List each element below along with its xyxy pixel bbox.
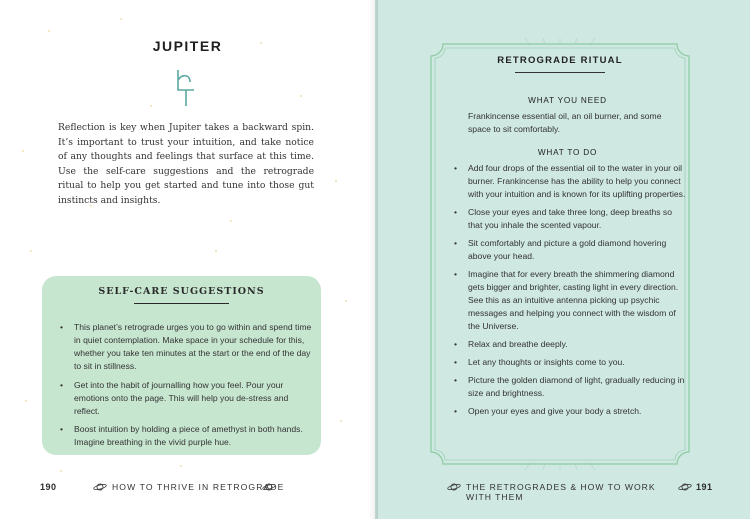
list-item <box>452 338 688 351</box>
list-item-text: Open your eyes and give your body a stretch. <box>468 406 642 416</box>
list-item-text: Close your eyes and take three long, deep breaths so that you inhale the scented vapour. <box>468 207 672 230</box>
bullet: • <box>454 357 458 367</box>
list-item-text: Picture the golden diamond of light, gradually reducing in size and brightness. <box>468 375 685 398</box>
ringed-planet-icon <box>447 482 461 492</box>
list-item-text: Imagine that for every breath the shimmering diamond gets bigger and brighter, casting light in every direction. See this as an intuitive antenna picking up psychic messages and helping you connect with the wisdom of the Universe. <box>468 269 679 331</box>
bullet: • <box>60 322 64 332</box>
bullet: • <box>454 163 458 173</box>
bullet: • <box>454 406 458 416</box>
list-item <box>452 374 688 400</box>
ringed-planet-icon <box>678 482 692 492</box>
list-item-text: This planet’s retrograde urges you to go within and spend time in quiet contemplation. Make space in your schedule for this, whether you take ten minutes at the start or the end of the day to sit in stillness. <box>74 322 312 371</box>
list-item-text: Relax and breathe deeply. <box>468 339 568 349</box>
list-item <box>452 405 688 418</box>
list-item <box>452 162 688 201</box>
selfcare-heading-rule <box>134 303 229 304</box>
bullet: • <box>454 238 458 248</box>
jupiter-glyph-icon <box>160 64 220 108</box>
ringed-planet-icon <box>93 482 107 492</box>
what-to-do-heading: WHAT TO DO <box>537 148 598 157</box>
selfcare-heading: SELF-CARE SUGGESTIONS <box>98 286 265 297</box>
what-you-need-heading: WHAT YOU NEED <box>528 96 607 105</box>
bullet: • <box>454 339 458 349</box>
list-item-text: Sit comfortably and picture a gold diamond hovering above your head. <box>468 238 667 261</box>
list-item-text: Add four drops of the essential oil to the water in your oil burner. Frankincense has the ability to help you connect with your intuition and is known for its uplifting properties. <box>468 163 686 199</box>
bullet: • <box>454 207 458 217</box>
gutter-shadow <box>368 0 378 519</box>
list-item <box>452 237 688 263</box>
list-item <box>58 423 312 449</box>
list-item-text: Let any thoughts or insights come to you. <box>468 357 625 367</box>
list-item <box>452 206 688 232</box>
bullet: • <box>60 379 64 390</box>
list-item <box>452 356 688 369</box>
bullet: • <box>60 424 64 434</box>
selfcare-list <box>58 321 312 455</box>
list-item <box>58 321 312 373</box>
what-you-need-text: Frankincense essential oil, an oil burner, and some space to sit comfortably. <box>468 111 662 134</box>
page-title: JUPITER <box>152 38 223 54</box>
bullet: • <box>454 375 458 385</box>
bullet: • <box>454 269 458 279</box>
ringed-planet-icon <box>262 482 276 492</box>
page-number-left: 190 <box>40 482 57 492</box>
list-item <box>452 268 688 333</box>
list-item <box>58 379 312 418</box>
list-item-text: Boost intuition by holding a piece of amethyst in both hands. Imagine breathing in the vivid purple hue. <box>74 424 303 447</box>
ritual-title-rule <box>515 72 605 73</box>
list-item-text: Get into the habit of journalling how you feel. Pour your emotions onto the page. This will help you de-stress and reflect. <box>74 379 289 416</box>
ritual-title: RETROGRADE RITUAL <box>497 55 623 66</box>
intro-paragraph: Reflection is key when Jupiter takes a backward spin. It’s important to trust your intuition, and take notice of any thoughts and feelings that surface at this time. Use the self-care suggestions and the retrograde ritual to help you get started and tune into those gut instincts and insights. <box>58 122 314 206</box>
selfcare-panel <box>42 276 321 455</box>
ritual-steps-list <box>452 162 688 423</box>
running-head-left: HOW TO THRIVE IN RETROGRADE <box>112 482 285 492</box>
running-head-right: THE RETROGRADES & HOW TO WORK WITH THEM <box>466 482 656 502</box>
page-number-right: 191 <box>696 482 713 492</box>
